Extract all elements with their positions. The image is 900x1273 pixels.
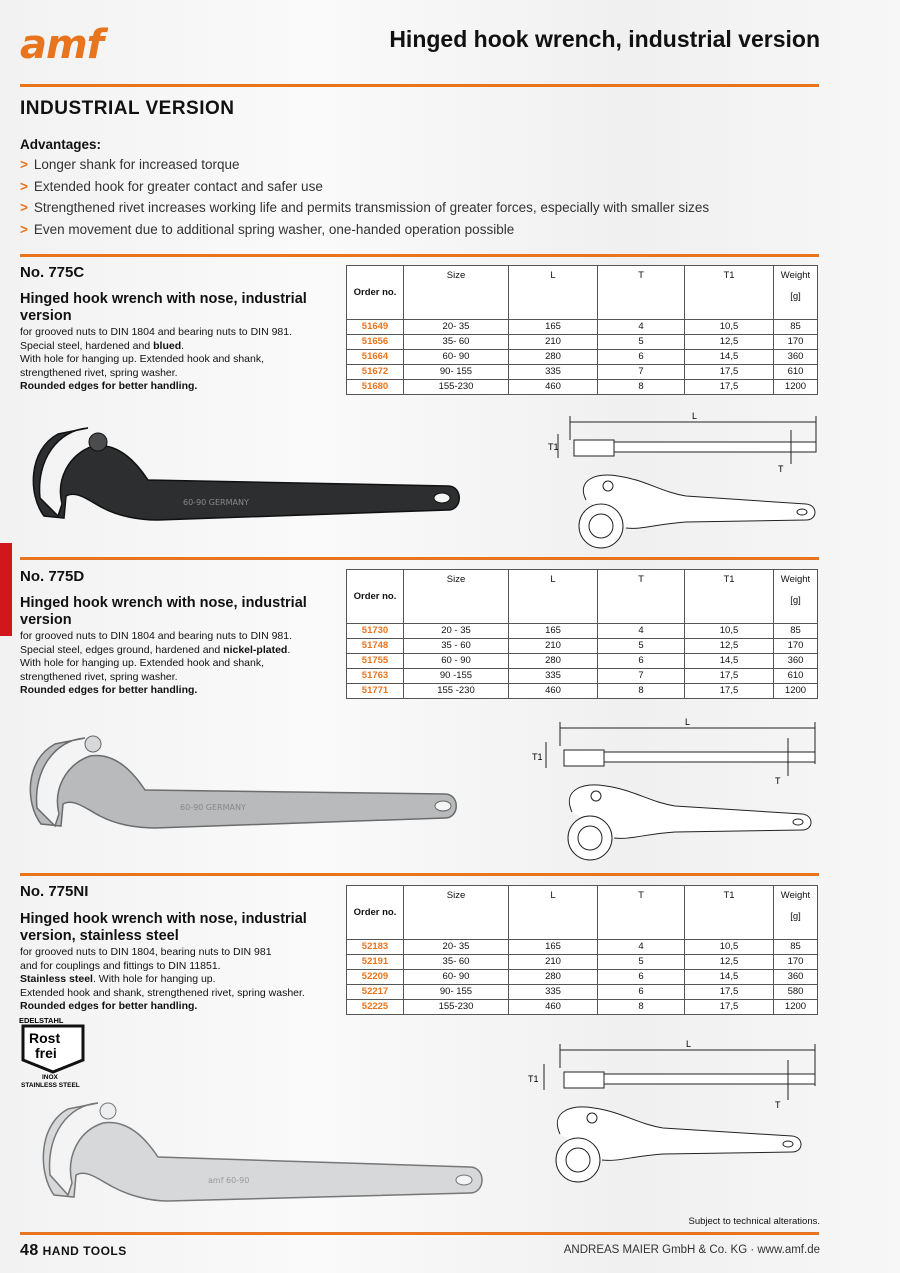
header-divider (20, 84, 819, 87)
cell-t1: 17,5 (685, 380, 774, 395)
order-number: 52225 (347, 1000, 404, 1015)
table-header-row (347, 570, 818, 624)
cell-t1: 17,5 (685, 365, 774, 380)
spec-table (346, 265, 818, 395)
col-t: T (598, 570, 685, 624)
cell-weight: 1200 (774, 380, 818, 395)
order-number: 51755 (347, 654, 404, 669)
order-number: 51748 (347, 639, 404, 654)
col-t: T (598, 886, 685, 940)
order-number: 51649 (347, 320, 404, 335)
weight-label: Weight (780, 270, 811, 281)
advantage-text: Strengthened rivet increases working life and permits transmission of greater forces, especially with smaller sizes (33, 200, 710, 215)
cell-t1: 17,5 (685, 985, 774, 1000)
footer-page-info (20, 1242, 127, 1260)
desc-line (20, 340, 340, 354)
cell-t: 4 (598, 320, 685, 335)
cell-weight: 170 (774, 335, 818, 350)
cell-l: 210 (509, 335, 598, 350)
cell-size: 155-230 (404, 380, 509, 395)
order-number: 51656 (347, 335, 404, 350)
badge-bottom2: STAINLESS STEEL (21, 1082, 80, 1089)
table-row (347, 985, 818, 1000)
col-l: L (509, 570, 598, 624)
hanging-hole (435, 801, 451, 811)
table-row (347, 970, 818, 985)
cell-size: 60- 90 (404, 350, 509, 365)
section-divider (20, 557, 819, 560)
desc-text: Special steel, edges ground, hardened and (20, 643, 224, 656)
col-t1: T1 (685, 570, 774, 624)
cell-l: 460 (509, 380, 598, 395)
cell-size: 35 - 60 (404, 639, 509, 654)
product-description (20, 326, 340, 394)
order-number: 51664 (347, 350, 404, 365)
desc-bold: Rounded edges for better handling. (20, 1000, 198, 1012)
amf-logo (20, 22, 103, 68)
cell-weight: 1200 (774, 1000, 818, 1015)
section-name: HAND TOOLS (42, 1244, 127, 1258)
label-t1: T1 (532, 752, 543, 762)
cell-t1: 14,5 (685, 970, 774, 985)
rostfrei-badge (18, 1014, 100, 1090)
cell-t1: 12,5 (685, 955, 774, 970)
alteration-note: Subject to technical alterations. (688, 1216, 820, 1227)
cell-t: 6 (598, 970, 685, 985)
desc-bold: Rounded edges for better handling. (20, 684, 198, 696)
cell-t: 8 (598, 380, 685, 395)
cell-t: 6 (598, 985, 685, 1000)
cell-t: 8 (598, 1000, 685, 1015)
weight-label: Weight (780, 574, 811, 585)
desc-line: Extended hook and shank, strengthened rivet, spring washer. (20, 986, 305, 999)
desc-bold: blued (153, 339, 182, 352)
cell-size: 90 -155 (404, 669, 509, 684)
table-row (347, 335, 818, 350)
bullet-arrow: > (20, 221, 28, 237)
col-weight (774, 570, 818, 624)
advantage-item (20, 219, 709, 241)
cell-weight: 170 (774, 639, 818, 654)
label-t: T (775, 1100, 781, 1110)
cell-t: 8 (598, 684, 685, 699)
cell-t: 5 (598, 639, 685, 654)
side-view-head (564, 1072, 604, 1088)
section-title: INDUSTRIAL VERSION (20, 98, 235, 119)
desc-line (20, 1000, 340, 1014)
desc-text: . With hole for hanging up. (92, 973, 216, 985)
cell-t1: 14,5 (685, 654, 774, 669)
footer-divider (20, 1232, 819, 1235)
desc-line: With hole for hanging up. Extended hook and shank, (20, 353, 265, 365)
label-t1: T1 (548, 442, 559, 452)
nut-outline (568, 816, 612, 860)
cell-t: 6 (598, 654, 685, 669)
cell-weight: 85 (774, 320, 818, 335)
cell-l: 280 (509, 350, 598, 365)
bullet-arrow: > (20, 178, 28, 194)
cell-size: 60 - 90 (404, 654, 509, 669)
spec-table (346, 885, 818, 1015)
desc-line: for grooved nuts to DIN 1804 and bearing nuts to DIN 981. (20, 326, 293, 338)
cell-t: 6 (598, 350, 685, 365)
cell-t: 7 (598, 365, 685, 380)
col-order: Order no. (347, 886, 404, 940)
cell-size: 90- 155 (404, 365, 509, 380)
advantage-text: Extended hook for greater contact and safer use (33, 178, 323, 194)
cell-weight: 610 (774, 365, 818, 380)
table-row (347, 654, 818, 669)
desc-line: With hole for hanging up. Extended hook and shank, (20, 657, 265, 669)
rivet (85, 736, 101, 752)
chapter-tab (0, 543, 12, 636)
cell-l: 335 (509, 365, 598, 380)
table-row (347, 940, 818, 955)
cell-size: 20 - 35 (404, 624, 509, 639)
product-description (20, 630, 340, 698)
desc-line: strengthened rivet, spring washer. (20, 366, 178, 379)
advantages-heading: Advantages: (20, 137, 102, 152)
col-size: Size (404, 886, 509, 940)
product-description (20, 946, 340, 1014)
badge-line2: frei (35, 1045, 57, 1061)
label-t: T (778, 464, 784, 474)
section-divider (20, 254, 819, 257)
col-weight (774, 886, 818, 940)
cell-l: 280 (509, 654, 598, 669)
hanging-hole (456, 1175, 472, 1185)
order-number: 51672 (347, 365, 404, 380)
hanging-hole (434, 493, 450, 503)
weight-label: Weight (780, 890, 811, 901)
cell-t1: 10,5 (685, 624, 774, 639)
cell-t1: 10,5 (685, 320, 774, 335)
cell-l: 460 (509, 684, 598, 699)
advantage-item (20, 197, 709, 219)
table-row (347, 639, 818, 654)
col-weight (774, 266, 818, 320)
product-title: Hinged hook wrench with nose, industrial version, stainless steel (20, 911, 307, 944)
col-t: T (598, 266, 685, 320)
cell-t: 7 (598, 669, 685, 684)
cell-weight: 580 (774, 985, 818, 1000)
table-header-row (347, 266, 818, 320)
product-number: No. 775D (20, 568, 85, 585)
cell-l: 210 (509, 639, 598, 654)
advantages-list (20, 154, 709, 240)
bullet-arrow: > (20, 200, 28, 215)
desc-line: for grooved nuts to DIN 1804 and bearing nuts to DIN 981. (20, 630, 293, 642)
label-l: L (685, 717, 691, 727)
nut-outline (579, 504, 623, 548)
cell-weight: 360 (774, 350, 818, 365)
order-number: 52183 (347, 940, 404, 955)
cell-weight: 170 (774, 955, 818, 970)
cell-size: 35- 60 (404, 955, 509, 970)
cell-weight: 360 (774, 970, 818, 985)
desc-bold: Stainless steel (20, 973, 93, 985)
desc-bold: Rounded edges for better handling. (20, 380, 198, 392)
desc-line (20, 684, 340, 698)
table-row (347, 320, 818, 335)
wrench-marking: 60-90 GERMANY (180, 803, 246, 812)
technical-drawing (520, 1034, 820, 1184)
cell-size: 35- 60 (404, 335, 509, 350)
wrench-photo-stainless (28, 1095, 488, 1205)
cell-weight: 360 (774, 654, 818, 669)
weight-unit: [g] (790, 291, 801, 302)
order-number: 51730 (347, 624, 404, 639)
product-title: Hinged hook wrench with nose, industrial version (20, 595, 307, 628)
order-number: 52191 (347, 955, 404, 970)
desc-text: . (181, 339, 185, 352)
col-l: L (509, 266, 598, 320)
cell-t: 4 (598, 624, 685, 639)
desc-line: and for couplings and fittings to DIN 11851. (20, 959, 221, 972)
label-t: T (775, 776, 781, 786)
cell-t1: 17,5 (685, 1000, 774, 1015)
weight-unit: [g] (790, 911, 801, 922)
advantage-text: Longer shank for increased torque (33, 157, 240, 172)
cell-weight: 1200 (774, 684, 818, 699)
badge-line1: Rost (29, 1030, 61, 1046)
cell-t1: 17,5 (685, 684, 774, 699)
cell-t1: 10,5 (685, 940, 774, 955)
table-row (347, 669, 818, 684)
weight-unit: [g] (790, 595, 801, 606)
side-view-head (574, 440, 614, 456)
section-divider (20, 873, 819, 876)
cell-l: 210 (509, 955, 598, 970)
advantage-text: Even movement due to additional spring washer, one-handed operation possible (33, 221, 515, 237)
badge-bottom1: INOX (42, 1074, 58, 1081)
cell-t1: 12,5 (685, 335, 774, 350)
cell-t1: 14,5 (685, 350, 774, 365)
col-t1: T1 (685, 886, 774, 940)
cell-l: 460 (509, 1000, 598, 1015)
cell-size: 155 -230 (404, 684, 509, 699)
cell-t1: 12,5 (685, 639, 774, 654)
label-l: L (692, 411, 698, 421)
product-number: No. 775NI (20, 883, 89, 900)
cell-l: 165 (509, 624, 598, 639)
badge-top-text: EDELSTAHL (19, 1016, 64, 1025)
table-row (347, 624, 818, 639)
rivet (100, 1103, 116, 1119)
col-size: Size (404, 266, 509, 320)
order-number: 51680 (347, 380, 404, 395)
cell-weight: 85 (774, 940, 818, 955)
desc-line: strengthened rivet, spring washer. (20, 670, 178, 683)
desc-bold: nickel-plated (223, 643, 288, 656)
table-row (347, 365, 818, 380)
table-row (347, 684, 818, 699)
product-title: Hinged hook wrench with nose, industrial version (20, 291, 307, 324)
desc-text: Special steel, hardened and (20, 339, 154, 352)
col-order: Order no. (347, 570, 404, 624)
wrench-photo-blued (18, 420, 463, 525)
cell-t: 5 (598, 955, 685, 970)
col-l: L (509, 886, 598, 940)
cell-size: 155-230 (404, 1000, 509, 1015)
nut-outline (556, 1138, 600, 1182)
cell-l: 280 (509, 970, 598, 985)
cell-weight: 85 (774, 624, 818, 639)
order-number: 51771 (347, 684, 404, 699)
page-number: 48 (20, 1242, 39, 1259)
cell-size: 20- 35 (404, 320, 509, 335)
table-row (347, 1000, 818, 1015)
footer-company: ANDREAS MAIER GmbH & Co. KG · www.amf.de (563, 1244, 820, 1256)
table-row (347, 380, 818, 395)
cell-t: 5 (598, 335, 685, 350)
spec-table (346, 569, 818, 699)
product-number: No. 775C (20, 264, 85, 281)
rivet (89, 433, 107, 451)
label-l: L (686, 1039, 692, 1049)
cell-t1: 17,5 (685, 669, 774, 684)
technical-drawing (530, 716, 820, 866)
desc-line (20, 973, 340, 987)
cell-t: 4 (598, 940, 685, 955)
cell-l: 165 (509, 320, 598, 335)
cell-size: 20- 35 (404, 940, 509, 955)
col-order: Order no. (347, 266, 404, 320)
cell-size: 90- 155 (404, 985, 509, 1000)
bullet-arrow: > (20, 157, 28, 172)
wrench-marking: 60-90 GERMANY (183, 498, 249, 507)
table-header-row (347, 886, 818, 940)
desc-line (20, 380, 340, 394)
col-t1: T1 (685, 266, 774, 320)
cell-weight: 610 (774, 669, 818, 684)
advantage-item (20, 176, 709, 198)
cell-l: 335 (509, 985, 598, 1000)
logo-text: amf (20, 22, 104, 68)
order-number: 52209 (347, 970, 404, 985)
page-title: Hinged hook wrench, industrial version (389, 26, 820, 52)
cell-size: 60- 90 (404, 970, 509, 985)
desc-line (20, 644, 340, 658)
order-number: 51763 (347, 669, 404, 684)
advantage-item (20, 154, 709, 176)
label-t1: T1 (528, 1074, 539, 1084)
wrench-photo-nickel (15, 730, 465, 835)
wrench-marking: amf 60-90 (208, 1176, 250, 1185)
table-row (347, 955, 818, 970)
order-number: 52217 (347, 985, 404, 1000)
col-size: Size (404, 570, 509, 624)
table-row (347, 350, 818, 365)
cell-l: 335 (509, 669, 598, 684)
desc-line: for grooved nuts to DIN 1804, bearing nuts to DIN 981 (20, 946, 272, 958)
side-view-head (564, 750, 604, 766)
technical-drawing (546, 410, 821, 555)
cell-l: 165 (509, 940, 598, 955)
desc-text: . (287, 643, 291, 656)
